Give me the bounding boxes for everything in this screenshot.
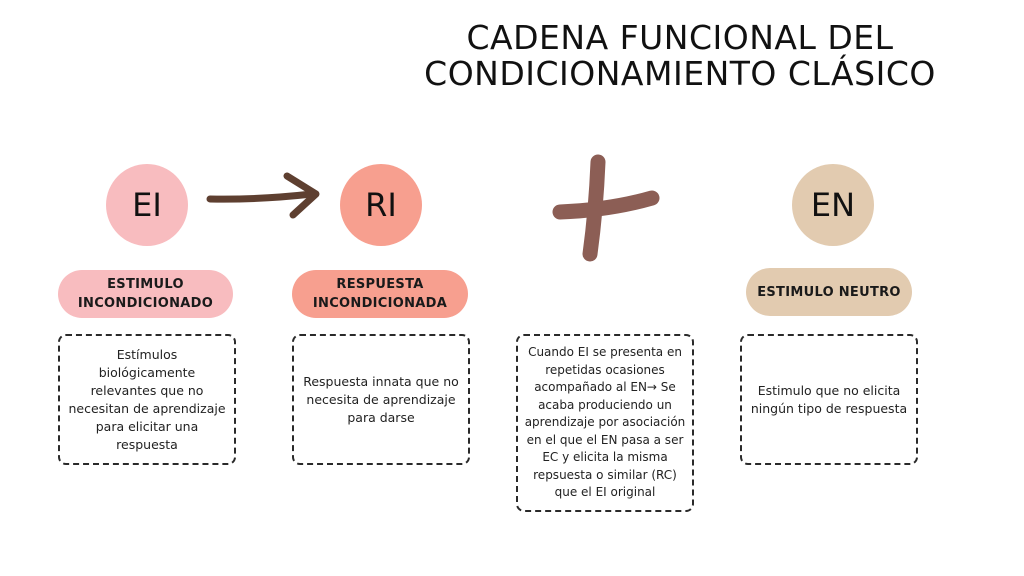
en-circle [792,164,874,246]
ri-circle-label: RI [365,186,397,224]
en-circle-label: EN [810,186,856,224]
ri-pill-line-2: INCONDICIONADA [312,296,448,311]
arrow-shaft [210,194,312,199]
ei-pill [58,270,233,318]
ei-pill-line-1: ESTIMULO [107,277,184,292]
ei-description-box [58,334,236,465]
en-pill [746,268,912,316]
association-note: Cuando EI se presenta en repetidas ocasiones acompañado al EN→ Se acaba produciendo un aprendizaje por asociación en el que el EN pasa a ser EC y elicita la misma repsuesta o similar (RC) que el EI original [524,345,686,500]
en-pill-line-1: ESTIMULO NEUTRO [757,284,901,300]
title-line-2: CONDICIONAMIENTO CLÁSICO [424,54,936,93]
ri-pill-line-1: RESPUESTA [336,277,424,292]
ri-description: Respuesta innata que no necesita de aprendizaje para darse [303,373,459,425]
ei-description: Estímulos biológicamente relevantes que no necesitan de aprendizaje para elicitar una respuesta [68,346,226,452]
association-note-box [516,334,694,512]
en-description: Estimulo que no elicita ningún tipo de respuesta [750,382,908,416]
title-line-1: CADENA FUNCIONAL DEL [466,18,894,57]
plus-icon [0,0,1,1]
diagram-title [400,20,960,92]
ri-description-box [292,334,470,465]
ri-pill [292,270,468,318]
ei-circle [106,164,188,246]
ei-circle-label: EI [132,186,162,224]
ei-pill-line-2: INCONDICIONADO [77,296,214,311]
en-description-box [740,334,918,465]
ri-circle [340,164,422,246]
